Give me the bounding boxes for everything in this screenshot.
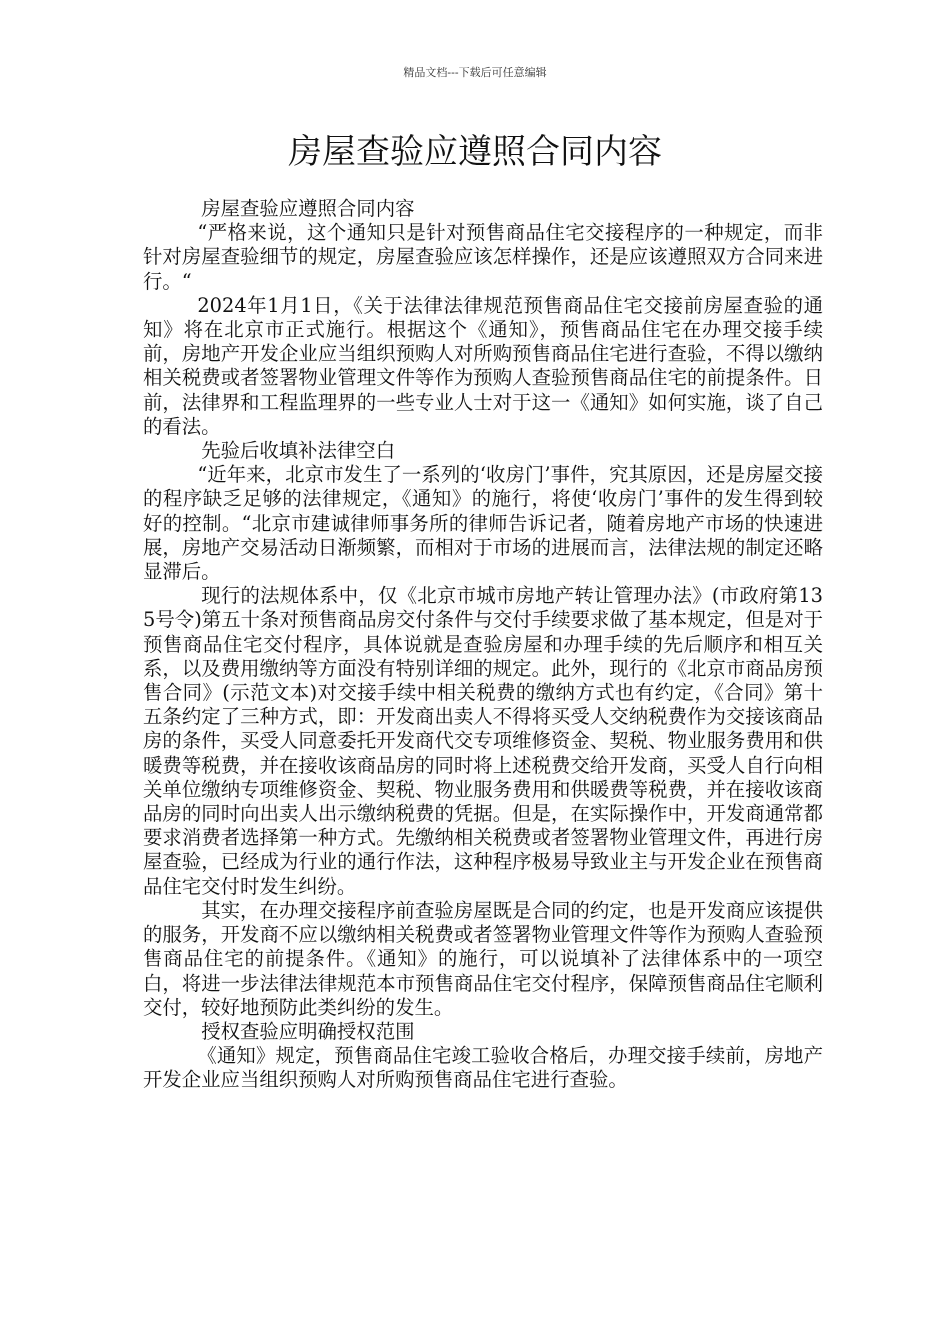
document-title: 房屋查验应遵照合同内容 <box>288 132 662 172</box>
header-note: 精品文档---下载后可任意编辑 <box>403 66 547 79</box>
subtitle-paragraph: 房屋查验应遵照合同内容 <box>201 197 415 220</box>
body-paragraph: “近年来，北京市发生了一系列的‘收房门’事件，究其原因，还是房屋交接的程序缺乏足够的法律规定，《通知》的施行，将使‘收房门’事件的发生得到较好的控制。“北京市建诚律师事务所的律师告诉记者，随着房地产市场的快速进展，房地产交易活动日渐频繁，而相对于市场的进展而言，法律法规的制定还略显滞后。 <box>143 463 823 584</box>
body-paragraph: “严格来说，这个通知只是针对预售商品住宅交接程序的一种规定，而非针对房屋查验细节的规定，房屋查验应该怎样操作，还是应该遵照双方合同来进行。“ <box>143 221 823 293</box>
section-heading: 先验后收填补法律空白 <box>201 439 396 463</box>
body-paragraph: 现行的法规体系中，仅《北京市城市房地产转让管理办法》(市政府第135号令)第五十条对预售商品房交付条件与交付手续要求做了基本规定，但是对于预售商品住宅交付程序，具体说就是查验房屋和办理手续的先后顺序和相互关系，以及费用缴纳等方面没有特别详细的规定。此外，现行的《北京市商品房预售合同》(示范文本)对交接手续中相关税费的缴纳方式也有约定，《合同》第十五条约定了三种方式，即：开发商出卖人不得将买受人交纳税费作为交接该商品房的条件，买受人同意委托开发商代交专项维修资金、契税、物业服务费用和供暖费等税费，并在接收该商品房的同时将上述税费交给开发商，买受人自行向相关单位缴纳专项维修资金、契税、物业服务费用和供暖费等税费，并在接收该商品房的同时向出卖人出示缴纳税费的凭据。但是，在实际操作中，开发商通常都要求消费者选择第一种方式。先缴纳相关税费或者签署物业管理文件，再进行房屋查验，已经成为行业的通行作法，这种程序极易导致业主与开发企业在预售商品住宅交付时发生纠纷。 <box>143 584 823 898</box>
section-heading: 授权查验应明确授权范围 <box>201 1019 415 1043</box>
body-paragraph: 《通知》规定，预售商品住宅竣工验收合格后，办理交接手续前，房地产开发企业应当组织预购人对所购预售商品住宅进行查验。 <box>143 1044 823 1092</box>
document-body <box>143 197 823 1093</box>
body-paragraph: 其实，在办理交接程序前查验房屋既是合同的约定，也是开发商应该提供的服务，开发商不应以缴纳相关税费或者签署物业管理文件等作为预购人查验预售商品住宅的前提条件。《通知》的施行，可以说填补了法律体系中的一项空白，将进一步法律法律规范本市预售商品住宅交付程序，保障预售商品住宅顺利交付，较好地预防此类纠纷的发生。 <box>143 898 823 1019</box>
body-paragraph: 2024年1月1日，《关于法律法律规范预售商品住宅交接前房屋查验的通知》将在北京市正式施行。根据这个《通知》，预售商品住宅在办理交接手续前，房地产开发企业应当组织预购人对所购预售商品住宅进行查验，不得以缴纳相关税费或者签署物业管理文件等作为预购人查验预售商品住宅的前提条件。日前，法律界和工程监理界的一些专业人士对于这一《通知》如何实施，谈了自己的看法。 <box>143 293 823 438</box>
